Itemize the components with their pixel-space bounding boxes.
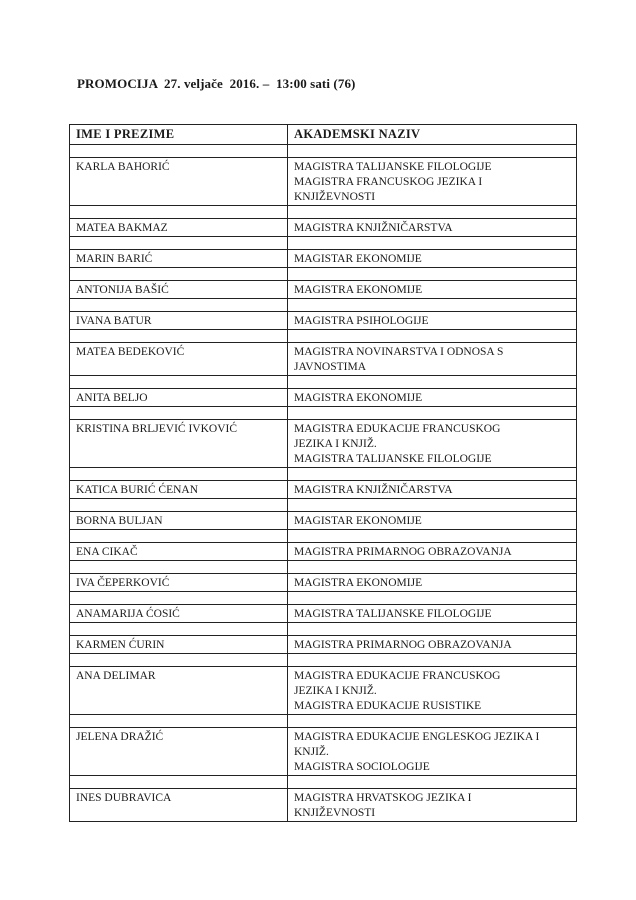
graduate-name xyxy=(70,420,288,468)
spacer-row xyxy=(70,592,577,605)
table-row xyxy=(70,250,577,268)
academic-title-line: MAGISTRA PSIHOLOGIJE xyxy=(294,315,429,327)
academic-title-line: MAGISTRA EDUKACIJE RUSISTIKE xyxy=(294,700,482,712)
graduate-name-text: KARLA BAHORIĆ xyxy=(76,161,170,173)
academic-title xyxy=(288,281,577,299)
academic-title xyxy=(288,389,577,407)
graduate-name-text: MATEA BEDEKOVIĆ xyxy=(76,346,185,358)
spacer-row xyxy=(70,237,577,250)
spacer-cell xyxy=(288,623,577,636)
academic-title-line: MAGISTRA EDUKACIJE ENGLESKOG JEZIKA I xyxy=(294,731,540,743)
table-row xyxy=(70,219,577,237)
academic-title xyxy=(288,605,577,623)
spacer-cell xyxy=(70,330,288,343)
table-header-row xyxy=(70,125,577,145)
spacer-row xyxy=(70,145,577,158)
academic-title-line: MAGISTRA EKONOMIJE xyxy=(294,392,423,404)
academic-title xyxy=(288,250,577,268)
document-title: PROMOCIJA 27. veljače 2016. – 13:00 sati (76) xyxy=(77,76,356,91)
table-row xyxy=(70,543,577,561)
graduate-name xyxy=(70,728,288,776)
spacer-cell xyxy=(288,206,577,219)
table-row xyxy=(70,512,577,530)
graduate-name-text: ANITA BELJO xyxy=(76,392,148,404)
academic-title-line: MAGISTRA KNJIŽNIČARSTVA xyxy=(294,484,453,496)
table-row xyxy=(70,789,577,822)
spacer-row xyxy=(70,776,577,789)
spacer-row xyxy=(70,407,577,420)
table-row xyxy=(70,605,577,623)
academic-title-line: MAGISTRA EDUKACIJE FRANCUSKOG xyxy=(294,423,501,435)
academic-title-line: MAGISTAR EKONOMIJE xyxy=(294,515,422,527)
graduate-name-text: KRISTINA BRLJEVIĆ IVKOVIĆ xyxy=(76,423,237,435)
spacer-row xyxy=(70,468,577,481)
academic-title-line: KNJIŽ. xyxy=(294,746,329,758)
graduate-name xyxy=(70,789,288,822)
spacer-cell xyxy=(288,530,577,543)
table-row xyxy=(70,312,577,330)
graduate-name xyxy=(70,667,288,715)
academic-title xyxy=(288,728,577,776)
academic-title-line: MAGISTRA HRVATSKOG JEZIKA I xyxy=(294,792,472,804)
academic-title-line: KNJIŽEVNOSTI xyxy=(294,807,376,819)
spacer-cell xyxy=(70,145,288,158)
spacer-cell xyxy=(288,592,577,605)
academic-title xyxy=(288,312,577,330)
spacer-cell xyxy=(70,299,288,312)
spacer-cell xyxy=(70,561,288,574)
academic-title xyxy=(288,343,577,376)
spacer-cell xyxy=(288,299,577,312)
graduate-name-text: BORNA BULJAN xyxy=(76,515,163,527)
academic-title-line: MAGISTRA KNJIŽNIČARSTVA xyxy=(294,222,453,234)
academic-title-line: MAGISTRA FRANCUSKOG JEZIKA I xyxy=(294,176,483,188)
academic-title-line: JEZIKA I KNJIŽ. xyxy=(294,685,377,697)
academic-title xyxy=(288,158,577,206)
spacer-cell xyxy=(70,530,288,543)
academic-title xyxy=(288,481,577,499)
spacer-cell xyxy=(70,407,288,420)
academic-title-line: MAGISTRA NOVINARSTVA I ODNOSA S xyxy=(294,346,504,358)
graduate-name-text: JELENA DRAŽIĆ xyxy=(76,731,164,743)
spacer-row xyxy=(70,530,577,543)
graduate-name-text: IVANA BATUR xyxy=(76,315,152,327)
academic-title xyxy=(288,667,577,715)
table-row xyxy=(70,158,577,206)
spacer-cell xyxy=(70,623,288,636)
academic-title xyxy=(288,420,577,468)
spacer-row xyxy=(70,654,577,667)
spacer-row xyxy=(70,299,577,312)
academic-title-line: MAGISTRA EKONOMIJE xyxy=(294,577,423,589)
spacer-row xyxy=(70,561,577,574)
spacer-cell xyxy=(70,715,288,728)
graduate-name xyxy=(70,481,288,499)
table-row xyxy=(70,667,577,715)
table-row xyxy=(70,420,577,468)
spacer-row xyxy=(70,206,577,219)
academic-title xyxy=(288,574,577,592)
spacer-cell xyxy=(70,654,288,667)
spacer-cell xyxy=(288,561,577,574)
table-body xyxy=(70,145,577,822)
spacer-cell xyxy=(288,376,577,389)
table-row xyxy=(70,389,577,407)
spacer-cell xyxy=(288,715,577,728)
graduates-table xyxy=(69,124,577,822)
graduate-name xyxy=(70,250,288,268)
academic-title-line: MAGISTRA SOCIOLOGIJE xyxy=(294,761,430,773)
graduate-name-text: KATICA BURIĆ ĆENAN xyxy=(76,484,199,496)
graduate-name-text: ENA CIKAČ xyxy=(76,546,138,558)
spacer-cell xyxy=(70,468,288,481)
spacer-row xyxy=(70,499,577,512)
spacer-row xyxy=(70,715,577,728)
graduate-name-text: MATEA BAKMAZ xyxy=(76,222,168,234)
spacer-cell xyxy=(70,237,288,250)
graduate-name xyxy=(70,312,288,330)
table-row xyxy=(70,343,577,376)
academic-title-line: MAGISTAR EKONOMIJE xyxy=(294,253,422,265)
spacer-row xyxy=(70,623,577,636)
graduate-name xyxy=(70,636,288,654)
spacer-cell xyxy=(288,468,577,481)
table-row xyxy=(70,481,577,499)
graduate-name-text: KARMEN ĆURIN xyxy=(76,639,165,651)
graduate-name xyxy=(70,343,288,376)
academic-title-line: MAGISTRA TALIJANSKE FILOLOGIJE xyxy=(294,453,492,465)
graduate-name-text: ANAMARIJA ĆOSIĆ xyxy=(76,608,180,620)
graduate-name xyxy=(70,219,288,237)
graduate-name-text: ANA DELIMAR xyxy=(76,670,156,682)
academic-title-line: KNJIŽEVNOSTI xyxy=(294,191,376,203)
academic-title xyxy=(288,543,577,561)
academic-title xyxy=(288,512,577,530)
graduate-name-text: INES DUBRAVICA xyxy=(76,792,172,804)
graduate-name-text: ANTONIJA BAŠIĆ xyxy=(76,284,169,296)
academic-title-line: MAGISTRA TALIJANSKE FILOLOGIJE xyxy=(294,608,492,620)
academic-title-line: MAGISTRA PRIMARNOG OBRAZOVANJA xyxy=(294,639,512,651)
graduate-name xyxy=(70,512,288,530)
spacer-cell xyxy=(288,237,577,250)
spacer-cell xyxy=(70,206,288,219)
spacer-cell xyxy=(288,330,577,343)
spacer-cell xyxy=(288,776,577,789)
graduate-name xyxy=(70,389,288,407)
spacer-cell xyxy=(70,499,288,512)
academic-title-line: JAVNOSTIMA xyxy=(294,361,366,373)
graduate-name-text: IVA ČEPERKOVIĆ xyxy=(76,577,170,589)
spacer-cell xyxy=(70,268,288,281)
header-academic-title: AKADEMSKI NAZIV xyxy=(288,125,577,145)
table-row xyxy=(70,281,577,299)
academic-title xyxy=(288,789,577,822)
spacer-cell xyxy=(70,592,288,605)
academic-title-line: MAGISTRA TALIJANSKE FILOLOGIJE xyxy=(294,161,492,173)
academic-title-line: MAGISTRA EKONOMIJE xyxy=(294,284,423,296)
header-name: IME I PREZIME xyxy=(70,125,288,145)
spacer-cell xyxy=(288,268,577,281)
academic-title-line: MAGISTRA EDUKACIJE FRANCUSKOG xyxy=(294,670,501,682)
spacer-cell xyxy=(70,776,288,789)
table-row xyxy=(70,728,577,776)
table-row xyxy=(70,574,577,592)
graduate-name xyxy=(70,605,288,623)
graduate-name-text: MARIN BARIĆ xyxy=(76,253,153,265)
spacer-cell xyxy=(70,376,288,389)
graduate-name xyxy=(70,158,288,206)
academic-title-line: JEZIKA I KNJIŽ. xyxy=(294,438,377,450)
spacer-row xyxy=(70,330,577,343)
spacer-row xyxy=(70,376,577,389)
graduate-name xyxy=(70,574,288,592)
academic-title xyxy=(288,219,577,237)
spacer-cell xyxy=(288,499,577,512)
spacer-cell xyxy=(288,145,577,158)
academic-title xyxy=(288,636,577,654)
graduate-name xyxy=(70,281,288,299)
table-row xyxy=(70,636,577,654)
academic-title-line: MAGISTRA PRIMARNOG OBRAZOVANJA xyxy=(294,546,512,558)
spacer-cell xyxy=(288,654,577,667)
spacer-row xyxy=(70,268,577,281)
graduate-name xyxy=(70,543,288,561)
spacer-cell xyxy=(288,407,577,420)
